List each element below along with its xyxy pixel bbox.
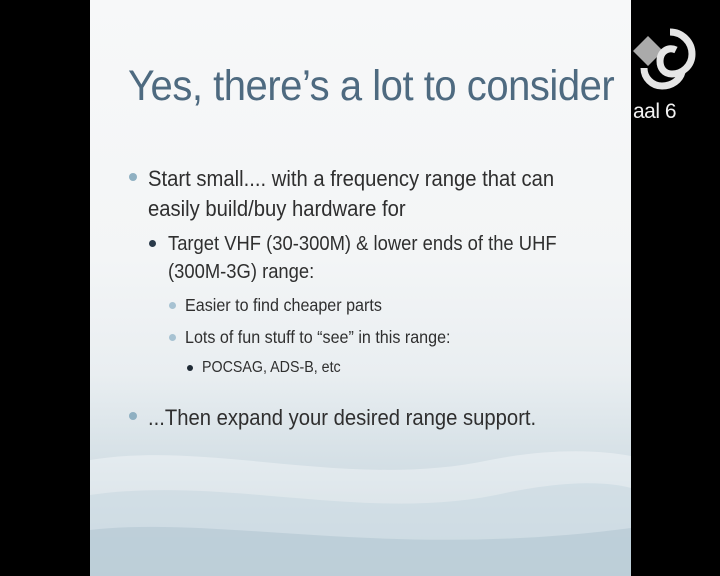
bullet-dot-icon (169, 302, 176, 309)
bullet-1-line-2: easily build/buy hardware for (148, 196, 406, 221)
bullet-3-text: Easier to find cheaper parts (185, 295, 382, 315)
bullet-dot-icon (149, 240, 156, 247)
presentation-slide (90, 0, 631, 576)
bullet-2-line-1: Target VHF (30-300M) & lower ends of the UHF (168, 233, 557, 255)
bullet-5-text: POCSAG, ADS-B, etc (202, 359, 341, 376)
channel-label: aal 6 (633, 100, 677, 123)
channel-logo-icon (630, 28, 696, 94)
bullet-dot-icon (129, 412, 137, 420)
bullet-dot-icon (187, 365, 193, 371)
bullet-dot-icon (129, 173, 137, 181)
slide-background-wave (90, 420, 631, 576)
slide-title: Yes, there’s a lot to consider (128, 62, 615, 110)
bullet-dot-icon (169, 334, 176, 341)
bullet-6-text: ...Then expand your desired range support. (148, 405, 537, 430)
bullet-1-line-1: Start small.... with a frequency range that can (148, 166, 555, 191)
bullet-2-line-2: (300M-3G) range: (168, 261, 315, 283)
bullet-4-text: Lots of fun stuff to “see” in this range: (185, 327, 451, 347)
